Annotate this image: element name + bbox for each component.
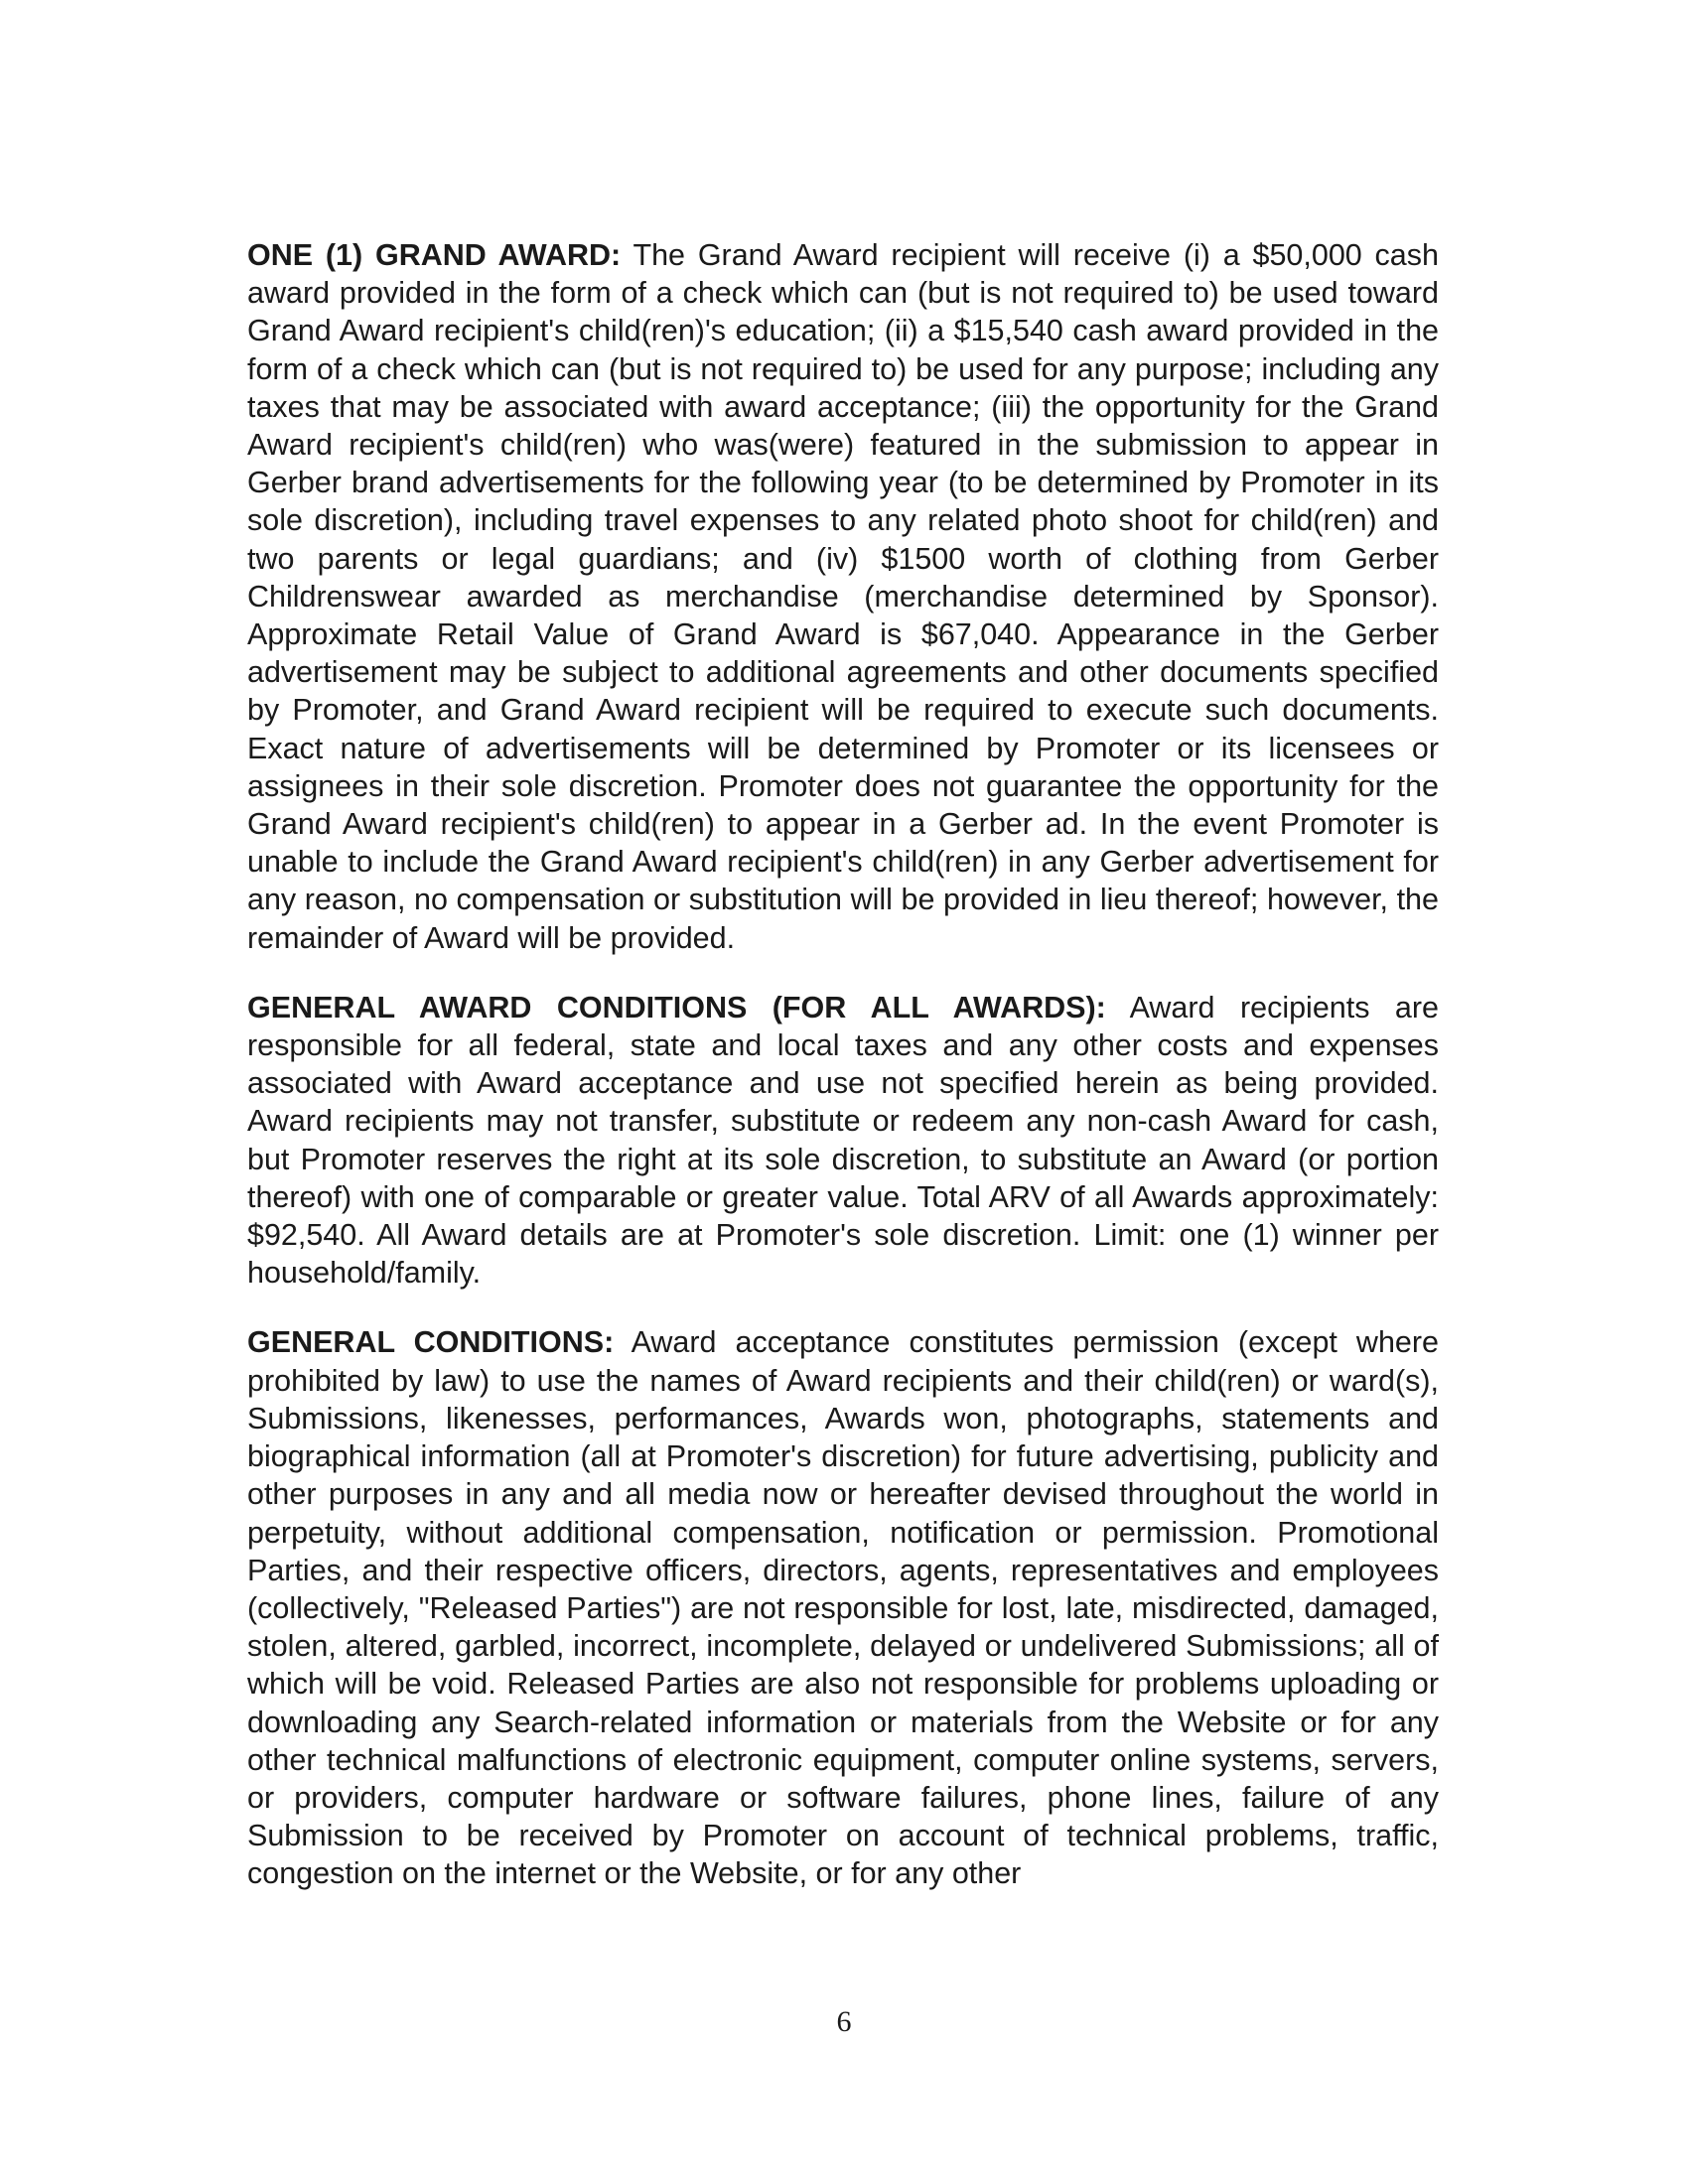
general-award-conditions-paragraph [247, 989, 1439, 1293]
grand-award-text: The Grand Award recipient will receive (i) a $50,000 cash award provided in the form of a check which can (but is not required to) be used toward Grand Award recipient's child(ren)'s education; (ii) a $15,540 cash award provided in the form of a check which can (but is not required to) be used for any purpose; including any taxes that may be associated with award acceptance; (iii) the opportunity for the Grand Award recipient's child(ren) who was(were) featured in the submission to appear in Gerber brand advertisements for the following year (to be determined by Promoter in its sole discretion), including travel expenses to any related photo shoot for child(ren) and two parents or legal guardians; and (iv) $1500 worth of clothing from Gerber Childrenswear awarded as merchandise (merchandise determined by Sponsor). Approximate Retail Value of Grand Award is $67,040. Appearance in the Gerber advertisement may be subject to additional agreements and other documents specified by Promoter, and Grand Award recipient will be required to execute such documents. Exact nature of advertisements will be determined by Promoter or its licensees or assignees in their sole discretion. Promoter does not guarantee the opportunity for the Grand Award recipient's child(ren) to appear in a Gerber ad. In the event Promoter is unable to include the Grand Award recipient's child(ren) in any Gerber advertisement for any reason, no compensation or substitution will be provided in lieu thereof; however, the remainder of Award will be provided. [247, 238, 1439, 955]
grand-award-heading: ONE (1) GRAND AWARD: [247, 238, 622, 272]
page-number: 6 [836, 2005, 852, 2038]
general-conditions-paragraph [247, 1323, 1439, 1892]
general-award-conditions-text: Award recipients are responsible for all federal, state and local taxes and any other costs and expenses associated with Award acceptance and use not specified herein as being provided. Award recipients may not transfer, substitute or redeem any non-cash Award for cash, but Promoter reserves the right at its sole discretion, to substitute an Award (or portion thereof) with one of comparable or greater value. Total ARV of all Awards approximately: $92,540. All Award details are at Promoter's sole discretion. Limit: one (1) winner per household/family. [247, 990, 1440, 1291]
general-conditions-text: Award acceptance constitutes permission (except where prohibited by law) to use the names of Award recipients and their child(ren) or ward(s), Submissions, likenesses, performances, Awards won, photographs, statements and biographical information (all at Promoter's discretion) for future advertising, publicity and other purposes in any and all media now or hereafter devised throughout the world in perpetuity, without additional compensation, notification or permission. Promotional Parties, and their respective officers, directors, agents, representatives and employees (collectively, "Released Parties") are not responsible for lost, late, misdirected, damaged, stolen, altered, garbled, incorrect, incomplete, delayed or undelivered Submissions; all of which will be void. Released Parties are also not responsible for problems uploading or downloading any Search-related information or materials from the Website or for any other technical malfunctions of electronic equipment, computer online systems, servers, or providers, computer hardware or software failures, phone lines, failure of any Submission to be received by Promoter on account of technical problems, traffic, congestion on the internet or the Website, or for any other [247, 1325, 1439, 1891]
general-award-conditions-heading: GENERAL AWARD CONDITIONS (FOR ALL AWARDS): [247, 990, 1106, 1024]
document-body [247, 236, 1439, 1893]
general-conditions-heading: GENERAL CONDITIONS: [247, 1325, 615, 1360]
grand-award-paragraph [247, 236, 1439, 957]
